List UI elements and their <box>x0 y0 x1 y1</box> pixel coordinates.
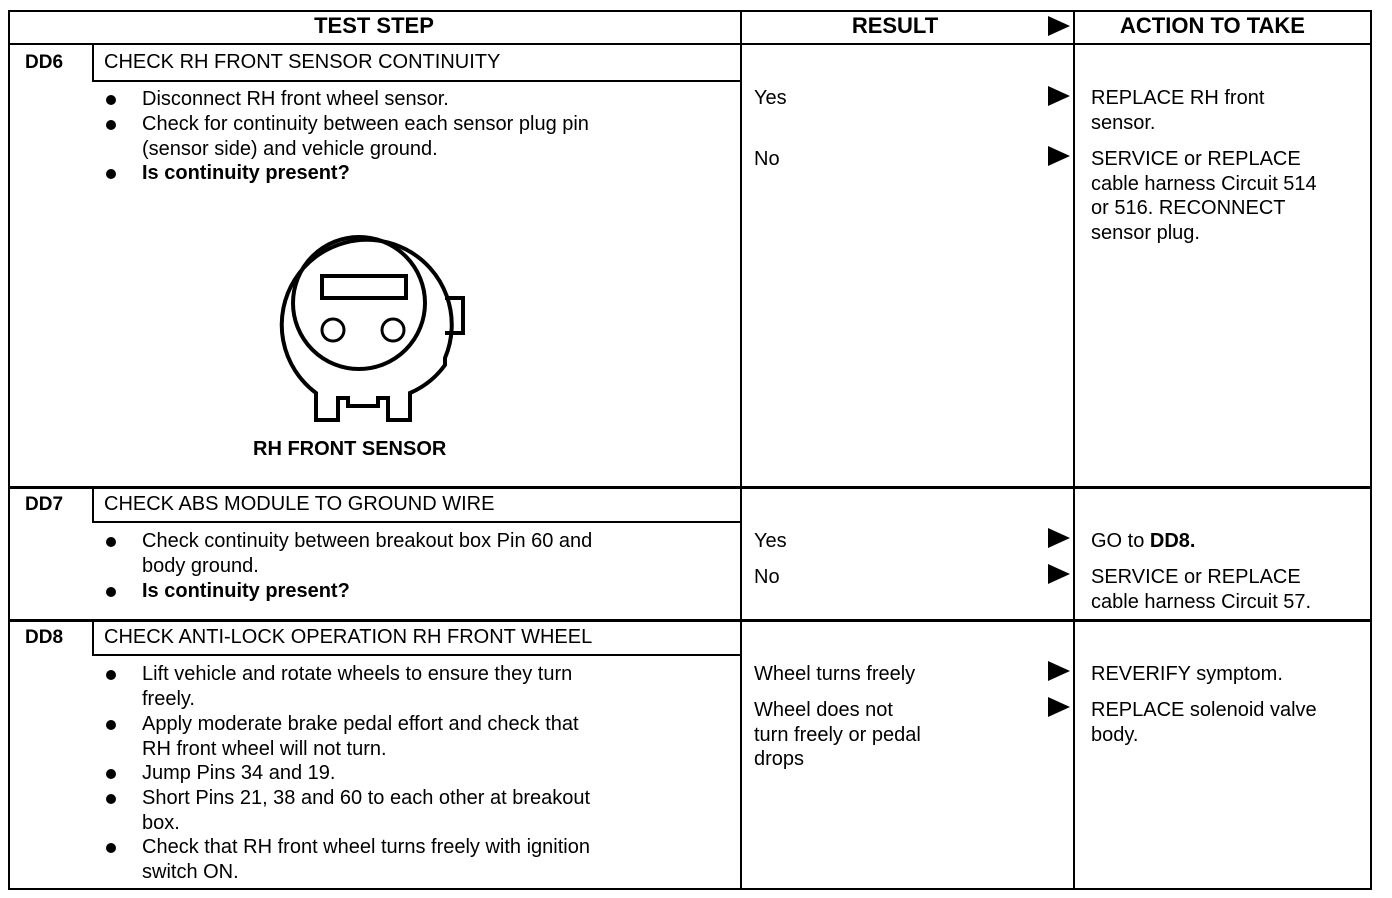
step-bullet: Short Pins 21, 38 and 60 to each other at breakout box. <box>142 787 591 834</box>
step-bullet: Apply moderate brake pedal effort and check that RH front wheel will not turn. <box>142 713 579 760</box>
result-wheel-turns-freely: Wheel turns freely <box>754 663 916 685</box>
result-no: No <box>754 148 780 170</box>
bullet-icon <box>106 843 116 853</box>
header-test-step: TEST STEP <box>314 13 434 38</box>
header-action: ACTION TO TAKE <box>1120 13 1305 38</box>
bullet-icon <box>106 95 116 105</box>
bullet-icon <box>106 769 116 779</box>
step-bullet: Lift vehicle and rotate wheels to ensure they turn freely. <box>142 663 573 710</box>
code-divider-dd7 <box>92 489 94 522</box>
result-yes: Yes <box>754 530 787 552</box>
table-left-border <box>8 10 10 890</box>
row-divider-dd8 <box>8 619 1372 622</box>
bullet-icon <box>106 120 116 130</box>
arrow-icon <box>1048 564 1070 584</box>
action-text: REPLACE solenoid valve body. <box>1091 699 1317 746</box>
action-text: SERVICE or REPLACE cable harness Circuit 514 or 516. RECONNECT sensor plug. <box>1091 148 1317 244</box>
code-divider-dd8 <box>92 622 94 655</box>
header-result: RESULT <box>851 13 939 38</box>
step-code-dd7: DD7 <box>25 494 64 515</box>
step-question: Is continuity present? <box>142 580 350 602</box>
arrow-icon <box>1048 146 1070 166</box>
arrow-icon <box>1048 661 1070 681</box>
row-divider-dd7 <box>8 486 1372 489</box>
bullet-icon <box>106 794 116 804</box>
step-question: Is continuity present? <box>142 162 350 184</box>
table-right-border <box>1370 10 1372 890</box>
result-no: No <box>754 566 780 588</box>
figure-caption: RH FRONT SENSOR <box>253 438 447 460</box>
step-bullet: Check for continuity between each sensor plug pin (sensor side) and vehicle ground. <box>142 113 589 160</box>
arrow-icon <box>1048 697 1070 717</box>
table-top-border <box>8 10 1372 12</box>
step-bullet: Jump Pins 34 and 19. <box>142 762 336 784</box>
step-bullet: Check that RH front wheel turns freely with ignition switch ON. <box>142 836 590 883</box>
result-column-border <box>740 10 742 890</box>
action-text: GO to DD8. <box>1091 530 1196 552</box>
arrow-icon <box>1048 528 1070 548</box>
result-wheel-does-not-turn: Wheel does not turn freely or pedal drops <box>754 699 921 770</box>
step-title-dd8: CHECK ANTI-LOCK OPERATION RH FRONT WHEEL <box>104 626 593 648</box>
step-bullet: Disconnect RH front wheel sensor. <box>142 88 449 110</box>
action-text: REPLACE RH front sensor. <box>1091 87 1265 134</box>
table-bottom-border <box>8 888 1372 890</box>
header-arrow-icon <box>1048 16 1070 36</box>
title-underline-dd7 <box>92 521 740 523</box>
result-yes: Yes <box>754 87 787 109</box>
title-underline-dd6 <box>92 80 740 82</box>
rh-front-sensor-diagram <box>268 208 468 430</box>
header-bottom-border <box>8 43 1372 45</box>
bullet-icon <box>106 587 116 597</box>
bullet-icon <box>106 670 116 680</box>
code-divider-dd6 <box>92 43 94 81</box>
arrow-icon <box>1048 86 1070 106</box>
step-title-dd6: CHECK RH FRONT SENSOR CONTINUITY <box>104 51 501 73</box>
step-title-dd7: CHECK ABS MODULE TO GROUND WIRE <box>104 493 495 515</box>
action-text: REVERIFY symptom. <box>1091 663 1283 685</box>
bullet-icon <box>106 169 116 179</box>
bullet-icon <box>106 537 116 547</box>
bullet-icon <box>106 720 116 730</box>
action-column-border <box>1073 10 1075 890</box>
step-code-dd8: DD8 <box>25 627 64 648</box>
action-text: SERVICE or REPLACE cable harness Circuit 57. <box>1091 566 1312 613</box>
step-bullet: Check continuity between breakout box Pin 60 and body ground. <box>142 530 593 577</box>
title-underline-dd8 <box>92 654 740 656</box>
step-code-dd6: DD6 <box>25 52 64 73</box>
